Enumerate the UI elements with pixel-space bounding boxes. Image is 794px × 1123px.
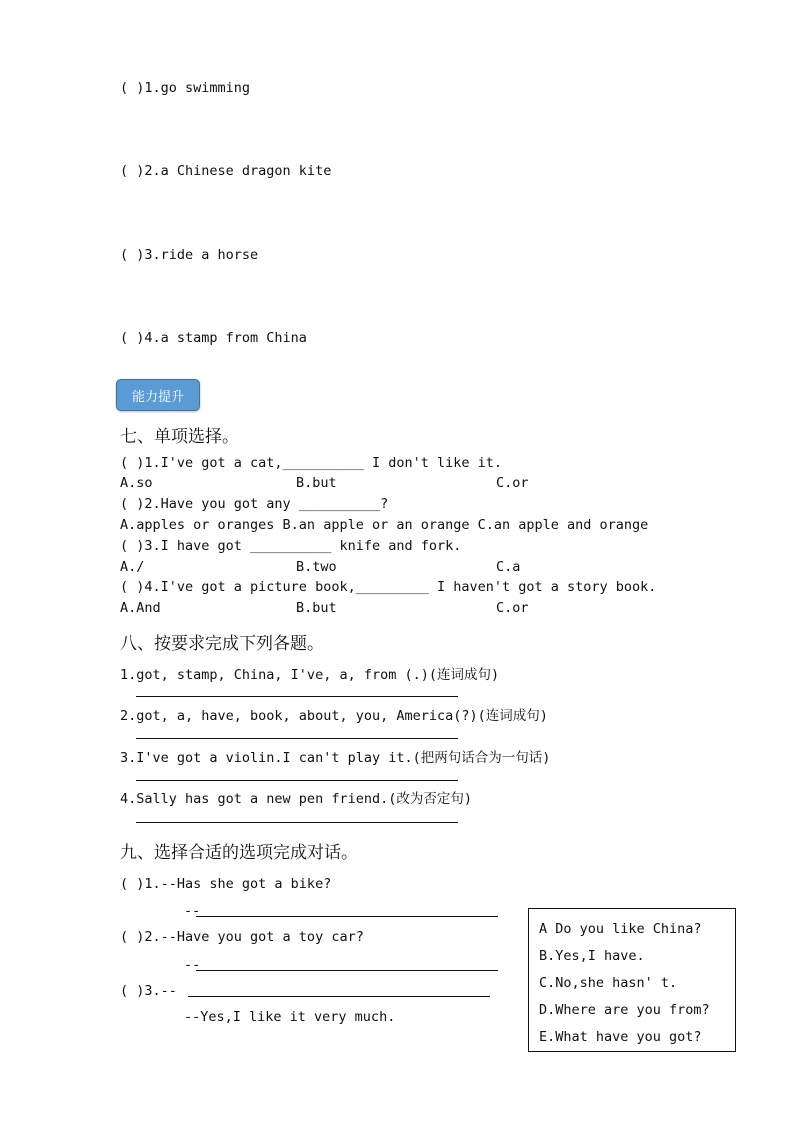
s8-answer-line-2[interactable] xyxy=(136,738,458,739)
ability-badge-label: 能力提升 xyxy=(131,389,184,405)
options-box xyxy=(528,908,736,1052)
s7-q3-stem: ( )3.I have got __________ knife and fork. xyxy=(120,538,462,554)
option-c: C.No,she hasn' t. xyxy=(539,975,678,991)
s9-q1-stem: ( )1.--Has she got a bike? xyxy=(120,876,332,892)
s7-q1-option-a: A.so xyxy=(120,475,153,491)
s7-q4-option-b: B.but xyxy=(296,600,337,616)
s8-item-2: 2.got, a, have, book, about, you, America(?)(连词成句) xyxy=(120,708,548,724)
option-a: A Do you like China? xyxy=(539,921,702,937)
s9-q1-reply: -- xyxy=(184,903,201,919)
s7-q3-option-c: C.a xyxy=(496,559,521,575)
section9-title: 九、选择合适的选项完成对话。 xyxy=(120,843,358,863)
s7-q4-option-a: A.And xyxy=(120,600,161,616)
s7-q4-stem: ( )4.I've got a picture book,_________ I haven't got a story book. xyxy=(120,579,657,595)
s9-q2-answer-line[interactable] xyxy=(196,970,498,971)
s7-q4-option-c: C.or xyxy=(496,600,529,616)
s9-q1-answer-line[interactable] xyxy=(196,916,498,917)
option-e: E.What have you got? xyxy=(539,1029,702,1045)
s7-q1-stem: ( )1.I've got a cat,__________ I don't like it. xyxy=(120,455,503,471)
ability-badge xyxy=(116,379,200,411)
s9-q2-stem: ( )2.--Have you got a toy car? xyxy=(120,929,364,945)
matching-item-2: ( )2.a Chinese dragon kite xyxy=(120,163,332,179)
matching-item-4: ( )4.a stamp from China xyxy=(120,330,307,346)
s7-q3-option-b: B.two xyxy=(296,559,337,575)
s8-answer-line-1[interactable] xyxy=(136,696,458,697)
s8-answer-line-3[interactable] xyxy=(136,780,458,781)
s8-item-1: 1.got, stamp, China, I've, a, from (.)(连词成句) xyxy=(120,667,500,683)
option-d: D.Where are you from? xyxy=(539,1002,710,1018)
s9-q2-reply: -- xyxy=(184,957,201,973)
s9-q3-stem: ( )3.-- xyxy=(120,983,177,999)
s7-q2-stem: ( )2.Have you got any __________? xyxy=(120,496,389,512)
matching-item-3: ( )3.ride a horse xyxy=(120,247,259,263)
s9-q3-reply: --Yes,I like it very much. xyxy=(184,1009,396,1025)
s7-q1-option-b: B.but xyxy=(296,475,337,491)
s8-answer-line-4[interactable] xyxy=(136,822,458,823)
section8-title: 八、按要求完成下列各题。 xyxy=(120,634,324,654)
s8-item-3: 3.I've got a violin.I can't play it.(把两句话合为一句话) xyxy=(120,750,551,766)
section7-title: 七、单项选择。 xyxy=(120,427,239,447)
matching-item-1: ( )1.go swimming xyxy=(120,80,251,96)
s7-q3-option-a: A./ xyxy=(120,559,145,575)
s9-q3-answer-line[interactable] xyxy=(188,996,490,997)
s7-q2-options: A.apples or oranges B.an apple or an orange C.an apple and orange xyxy=(120,517,649,533)
s8-item-4: 4.Sally has got a new pen friend.(改为否定句) xyxy=(120,791,472,807)
option-b: B.Yes,I have. xyxy=(539,948,645,964)
s7-q1-option-c: C.or xyxy=(496,475,529,491)
